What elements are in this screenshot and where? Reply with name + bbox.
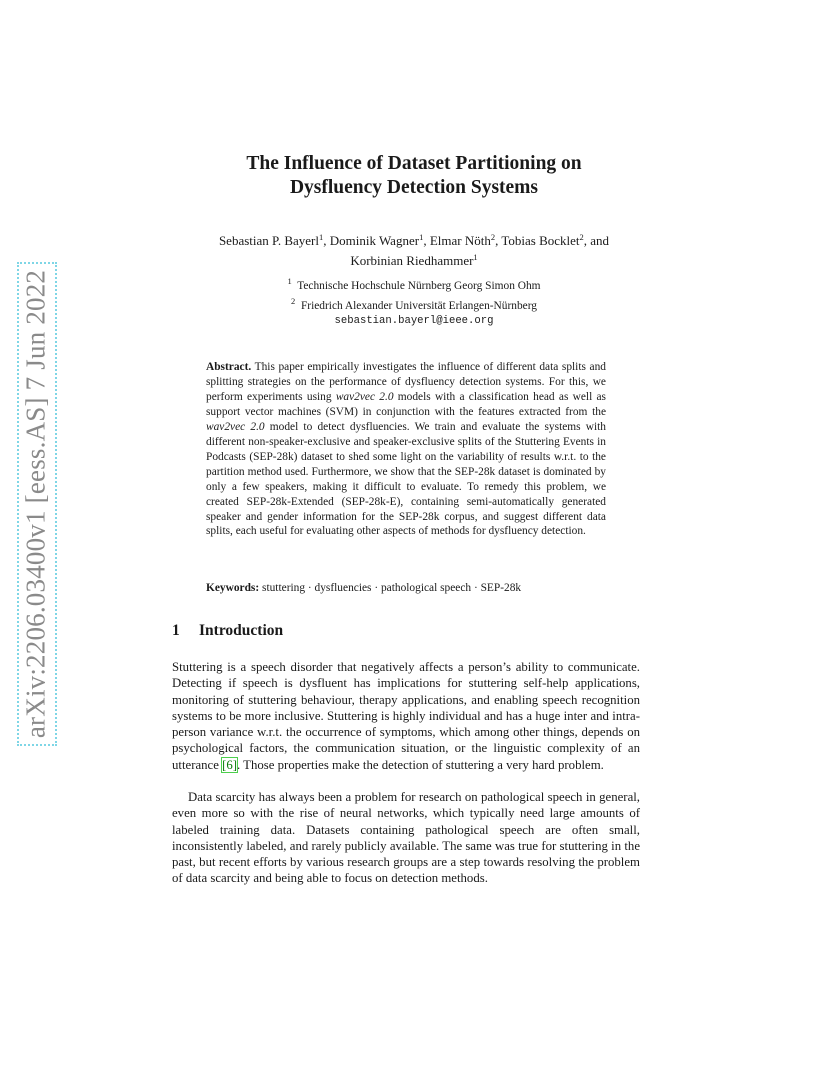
section-number: 1 [172, 622, 180, 639]
abstract-text: model to detect dysfluencies. We train and evaluate the systems with different non-speaker-exclusive and speaker-exclusive splits of the Stuttering Events in Podcasts (SEP-28k) dataset to shed some light on the variability of results w.r.t. to the partition method used. Furthermore, we show that the SEP-28k dataset is dominated by only a few speakers, making it difficult to evaluate. To remedy this problem, we created SEP-28k-Extended (SEP-28k-E), containing semi-automatically generated speaker and gender information for the SEP-28k corpus, and suggest different data splits, each useful for evaluating other aspects of methods for dysfluency detection. [206, 420, 606, 538]
abstract-emphasis: wav2vec 2.0 [206, 420, 265, 433]
abstract [206, 360, 606, 539]
affiliation-name: Friedrich Alexander Universität Erlangen-Nürnberg [300, 300, 538, 312]
author-name: Elmar Nöth [429, 233, 491, 248]
author-separator: , [495, 233, 502, 248]
affiliation-name: Technische Hochschule Nürnberg Georg Simon Ohm [297, 280, 541, 292]
author-name: Dominik Wagner [329, 233, 420, 248]
keywords [206, 581, 626, 596]
author-separator: , and [583, 233, 610, 248]
intro-paragraph-2: Data scarcity has always been a problem for research on pathological speech in general, even more so with the rise of neural networks, which typically need large amounts of labeled training data. Datasets containing pathological speech are often small, inconsistently labeled, and rarely publicly available. The same was true for stuttering in the past, but recent efforts by various research groups are a step towards resolving the problem of data scarcity and being able to focus on detection methods. [172, 790, 640, 886]
author-line-1 [0, 229, 828, 249]
paper-title [0, 152, 828, 200]
affiliation-number: 2 [290, 296, 296, 306]
abstract-label: Abstract. [206, 361, 252, 373]
paragraph-text: . Those properties make the detection of stuttering a very hard problem. [237, 757, 604, 772]
contact-email[interactable]: sebastian.bayerl@ieee.org [334, 315, 494, 327]
author-line-2 [0, 249, 828, 269]
author-separator: , [323, 233, 330, 248]
affiliation-1 [0, 274, 828, 294]
affiliation-mark: 1 [419, 232, 424, 242]
affiliation-number: 1 [287, 276, 292, 286]
keywords-text: stuttering · dysfluencies · pathological speech · SEP-28k [262, 582, 522, 594]
affiliation-mark: 2 [579, 232, 584, 242]
keywords-label: Keywords: [206, 582, 260, 594]
section-heading-introduction [172, 621, 283, 641]
abstract-emphasis: wav2vec 2.0 [335, 390, 394, 403]
author-name: Tobias Bocklet [501, 233, 580, 248]
author-name: Korbinian Riedhammer [350, 253, 474, 268]
affiliation-mark: 1 [473, 252, 478, 262]
author-name: Sebastian P. Bayerl [218, 233, 319, 248]
intro-paragraph-1 [172, 659, 640, 773]
title-line-2: Dysfluency Detection Systems [289, 177, 539, 198]
title-line-1: The Influence of Dataset Partitioning on [246, 153, 582, 174]
arxiv-identifier[interactable]: arXiv:2206.03400v1 [eess.AS] 7 Jun 2022 [20, 269, 51, 739]
abstract-text: models with a classification head as well as support vector machines (SVM) in conjunction with the features extracted from the [206, 390, 606, 418]
affiliations [0, 274, 828, 329]
affiliation-mark: 2 [490, 232, 496, 242]
author-list [0, 229, 828, 269]
affiliation-2 [0, 294, 828, 314]
section-title: Introduction [199, 622, 284, 639]
abstract-text: This paper empirically investigates the influence of different data splits and splitting strategies on the performance of dysfluency detection systems. For this, we perform experiments using [206, 361, 606, 403]
affiliation-mark: 1 [318, 232, 324, 242]
author-separator: , [423, 233, 430, 248]
paragraph-text: Stuttering is a speech disorder that negatively affects a person’s ability to communicate. Detecting if speech is dysfluent has implications for stuttering self-help applications, monitoring of stuttering behaviour, therapy applications, and enabling speech recognition systems to be more inclusive. Stuttering is highly individual and has a huge inter and intra-person variance w.r.t. the occurrence of symptoms, which among other things, depends on psychological factors, the communication situation, or the linguistic complexity of an utterance [172, 660, 640, 772]
citation-link[interactable]: [6] [222, 757, 238, 772]
